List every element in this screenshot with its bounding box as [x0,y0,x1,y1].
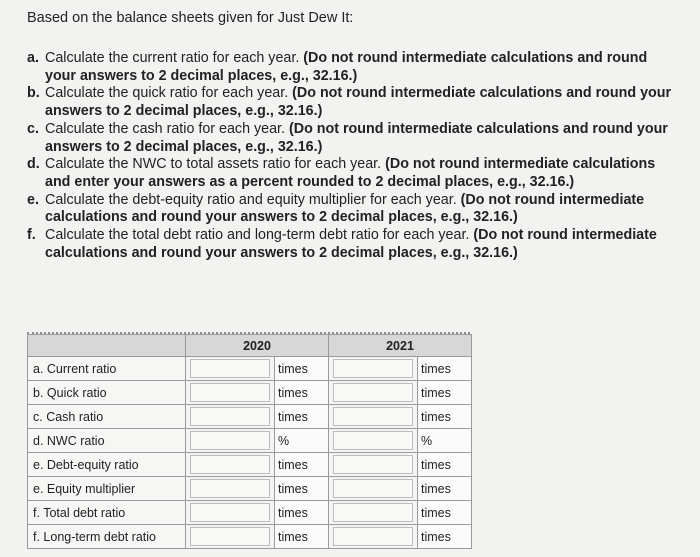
row-label: c. Cash ratio [28,405,186,429]
question-c: c. Calculate the cash ratio for each year. (Do not round intermediate calculations and round your answers to 2 decimal places, e.g., 32.16.) [27,120,668,155]
table-row [28,525,472,549]
quick-ratio-2021-input[interactable] [329,381,418,405]
current-ratio-2020-input[interactable] [186,357,275,381]
nwc-ratio-2021-input[interactable] [329,429,418,453]
question-b: b. Calculate the quick ratio for each year. (Do not round intermediate calculations and round your answers to 2 decimal places, e.g., 32.16.) [27,85,672,120]
question-a: a. Calculate the current ratio for each year. (Do not round intermediate calculations and round your answers to 2 decimal places, e.g., 32.16.) [27,50,648,84]
unit-label: times [275,405,329,429]
row-label: f. Long-term debt ratio [28,525,186,549]
debt-equity-ratio-2021-input[interactable] [329,453,418,477]
header-blank [28,335,186,357]
long-term-debt-ratio-2021-input[interactable] [329,525,418,549]
cash-ratio-2020-input[interactable] [186,405,275,429]
table-row [28,405,472,429]
table-header-row [28,335,472,357]
table-row [28,381,472,405]
row-label: b. Quick ratio [28,381,186,405]
unit-label: times [418,381,472,405]
unit-label: % [275,429,329,453]
unit-label: times [275,477,329,501]
question-e: e. Calculate the debt-equity ratio and equity multiplier for each year. (Do not round intermediate calculations and round your answers to 2 decimal places, e.g., 32.16.) [27,191,645,226]
debt-equity-ratio-2020-input[interactable] [186,453,275,477]
equity-multiplier-2020-input[interactable] [186,477,275,501]
question-f: f. Calculate the total debt ratio and long-term debt ratio for each year. (Do not round intermediate calculations and round your answers to 2 decimal places, e.g., 32.16.) [27,227,657,261]
unit-label: times [418,501,472,525]
table-row [28,501,472,525]
unit-label: times [275,501,329,525]
unit-label: times [418,453,472,477]
unit-label: times [275,453,329,477]
unit-label: times [275,357,329,381]
row-label: e. Debt-equity ratio [28,453,186,477]
header-2020: 2020 [186,335,329,357]
table-row [28,453,472,477]
unit-label: times [275,381,329,405]
equity-multiplier-2021-input[interactable] [329,477,418,501]
answer-table [27,334,472,549]
nwc-ratio-2020-input[interactable] [186,429,275,453]
row-label: f. Total debt ratio [28,501,186,525]
unit-label: % [418,429,472,453]
unit-label: times [418,477,472,501]
total-debt-ratio-2021-input[interactable] [329,501,418,525]
table-row [28,429,472,453]
unit-label: times [418,357,472,381]
unit-label: times [275,525,329,549]
quick-ratio-2020-input[interactable] [186,381,275,405]
cash-ratio-2021-input[interactable] [329,405,418,429]
header-2021: 2021 [329,335,472,357]
table-row [28,357,472,381]
row-label: d. NWC ratio [28,429,186,453]
unit-label: times [418,405,472,429]
question-list [27,50,677,262]
current-ratio-2021-input[interactable] [329,357,418,381]
row-label: e. Equity multiplier [28,477,186,501]
unit-label: times [418,525,472,549]
row-label: a. Current ratio [28,357,186,381]
table-row [28,477,472,501]
total-debt-ratio-2020-input[interactable] [186,501,275,525]
long-term-debt-ratio-2020-input[interactable] [186,525,275,549]
intro-text: Based on the balance sheets given for Just Dew It: [27,10,354,26]
question-d: d. Calculate the NWC to total assets ratio for each year. (Do not round intermediate calculations and enter your answers as a percent rounded to 2 decimal places, e.g., 32.16.) [27,156,656,190]
